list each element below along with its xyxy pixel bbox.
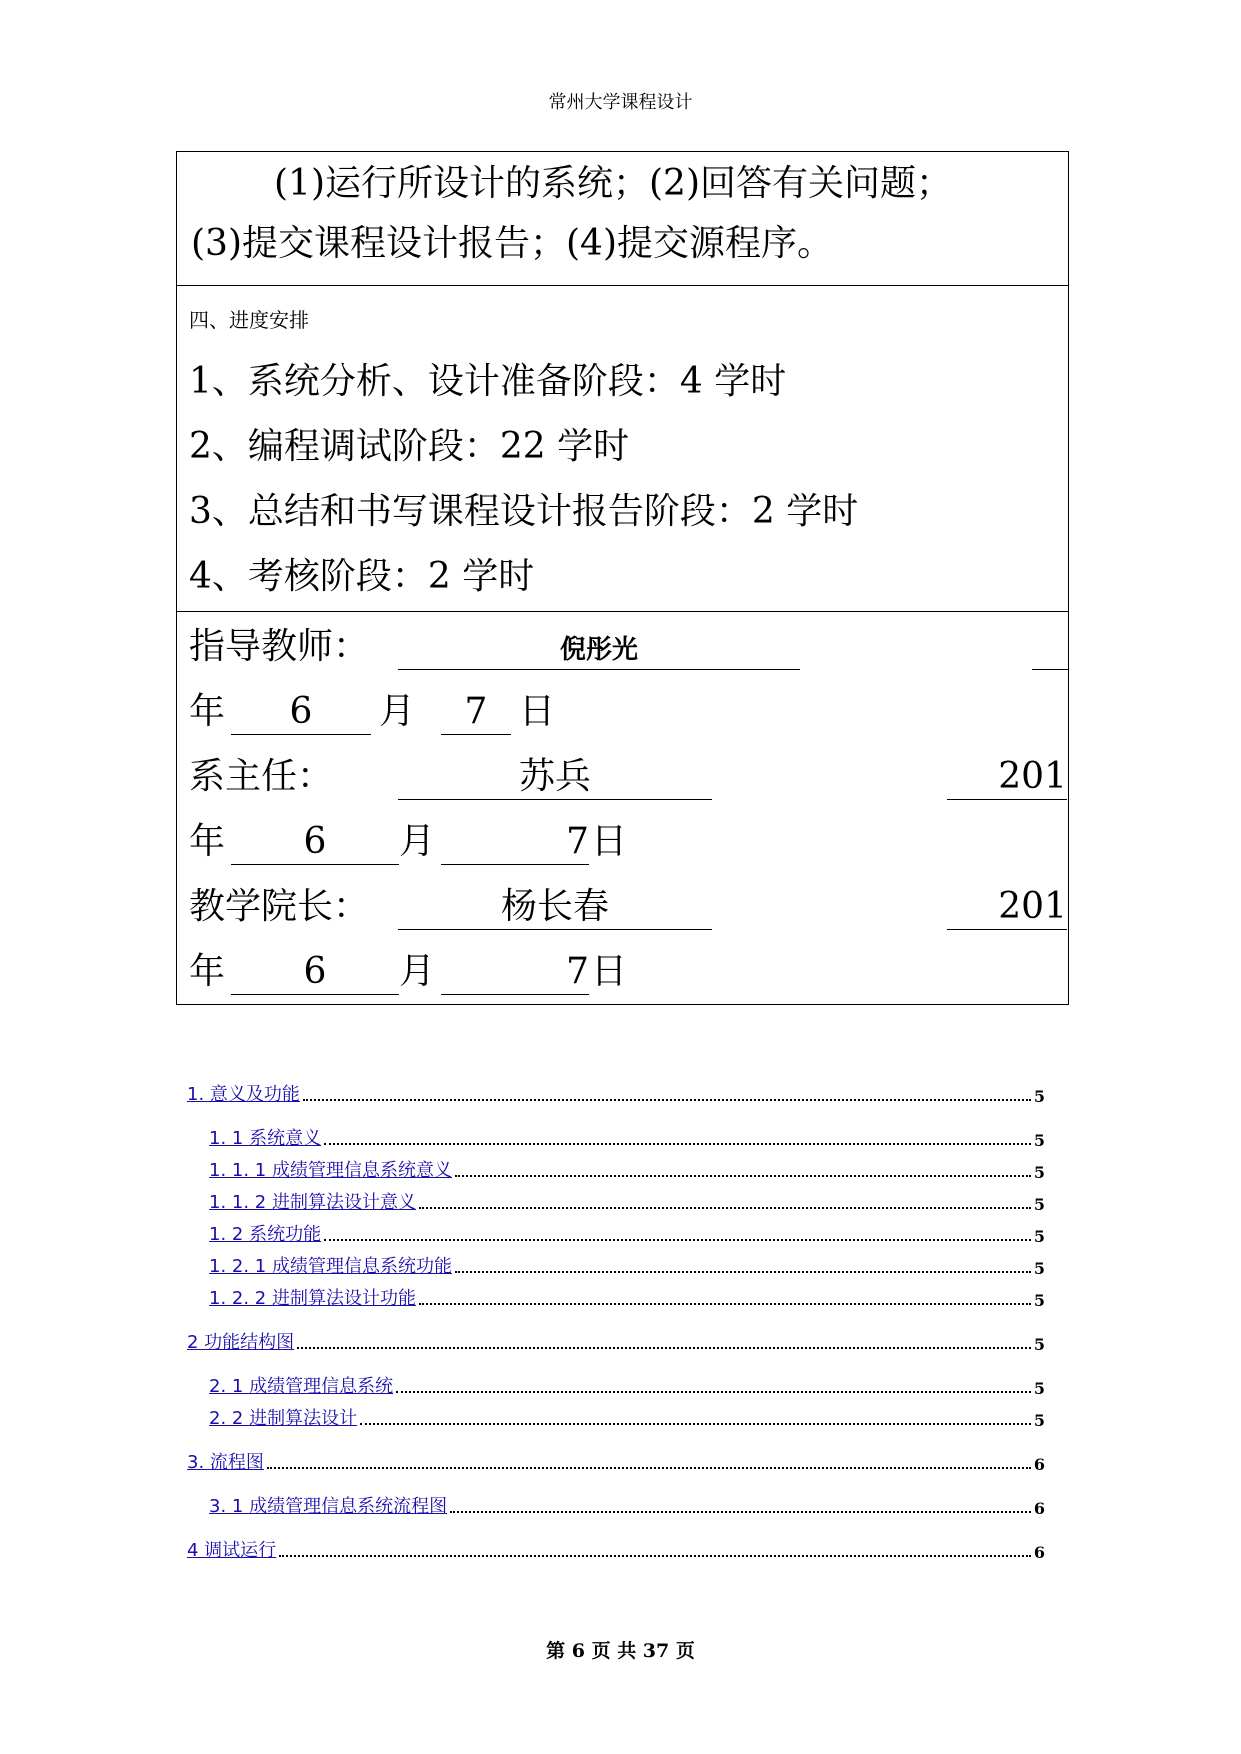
toc-leader-dots xyxy=(396,1390,1031,1393)
toc-leader-dots xyxy=(267,1466,1031,1469)
teacher-year-blank xyxy=(1032,625,1068,670)
toc-leader-dots xyxy=(279,1554,1031,1557)
toc-entry[interactable] xyxy=(209,1156,1045,1182)
schedule-item: 3、总结和书写课程设计报告阶段：2 学时 xyxy=(189,491,859,532)
director-day: 7 xyxy=(441,820,589,865)
schedule-box xyxy=(176,285,1069,612)
toc-page-number: 5 xyxy=(1033,1227,1045,1246)
toc-leader-dots xyxy=(419,1206,1031,1209)
toc-page-number: 5 xyxy=(1033,1411,1045,1430)
director-month: 6 xyxy=(231,820,399,865)
toc-page-number: 6 xyxy=(1033,1543,1045,1562)
toc-link[interactable]: 1. 2 系统功能 xyxy=(209,1224,322,1245)
dean-year-char: 年 xyxy=(189,951,226,992)
toc-link[interactable]: 1. 2. 1 成绩管理信息系统功能 xyxy=(209,1256,452,1277)
teacher-year-char: 年 xyxy=(189,691,226,732)
toc-entry[interactable] xyxy=(209,1124,1045,1150)
toc-link[interactable]: 1. 意义及功能 xyxy=(187,1084,300,1105)
dean-year-prefix: 201 xyxy=(947,885,1067,930)
toc-leader-dots xyxy=(324,1238,1031,1241)
toc-leader-dots xyxy=(360,1422,1031,1425)
toc-page-number: 5 xyxy=(1033,1195,1045,1214)
toc-entry[interactable] xyxy=(187,1448,1045,1474)
toc-leader-dots xyxy=(419,1302,1031,1305)
toc-entry[interactable] xyxy=(187,1536,1045,1562)
requirements-line-1: (1)运行所设计的系统；(2)回答有关问题； xyxy=(274,163,952,204)
director-name: 苏兵 xyxy=(398,755,712,800)
toc-page-number: 5 xyxy=(1033,1291,1045,1310)
schedule-item: 2、编程调试阶段：22 学时 xyxy=(189,426,630,467)
schedule-item: 4、考核阶段：2 学时 xyxy=(189,556,535,597)
toc-entry[interactable] xyxy=(187,1328,1045,1354)
toc-entry[interactable] xyxy=(209,1404,1045,1430)
teacher-day-char: 日 xyxy=(519,691,556,732)
requirements-box xyxy=(176,151,1069,286)
toc-entry[interactable] xyxy=(209,1252,1045,1278)
toc-leader-dots xyxy=(297,1346,1031,1349)
schedule-item: 1、系统分析、设计准备阶段：4 学时 xyxy=(189,361,787,402)
teacher-name: 倪彤光 xyxy=(398,625,800,670)
teacher-day: 7 xyxy=(441,690,511,735)
director-year-prefix: 201 xyxy=(947,755,1067,800)
toc-page-number: 5 xyxy=(1033,1087,1045,1106)
toc-leader-dots xyxy=(455,1270,1031,1273)
toc-leader-dots xyxy=(324,1142,1031,1145)
toc-entry[interactable] xyxy=(209,1284,1045,1310)
dean-label: 教学院长： xyxy=(189,886,370,927)
toc-link[interactable]: 2. 2 进制算法设计 xyxy=(209,1408,358,1429)
toc-link[interactable]: 1. 1. 1 成绩管理信息系统意义 xyxy=(209,1160,452,1181)
director-label: 系主任： xyxy=(189,756,334,797)
teacher-month-char: 月 xyxy=(379,691,416,732)
dean-day-char: 日 xyxy=(591,951,628,992)
toc-page-number: 6 xyxy=(1033,1499,1045,1518)
toc-entry[interactable] xyxy=(209,1220,1045,1246)
toc-page-number: 5 xyxy=(1033,1131,1045,1150)
toc-entry[interactable] xyxy=(209,1492,1045,1518)
page-footer: 第 6 页 共 37 页 xyxy=(546,1640,695,1662)
dean-name: 杨长春 xyxy=(398,885,712,930)
teacher-month: 6 xyxy=(231,690,371,735)
dean-month: 6 xyxy=(231,950,399,995)
toc-page-number: 5 xyxy=(1033,1335,1045,1354)
teacher-label: 指导教师： xyxy=(189,626,370,667)
toc-page-number: 6 xyxy=(1033,1455,1045,1474)
toc-entry[interactable] xyxy=(187,1080,1045,1106)
toc-link[interactable]: 2 功能结构图 xyxy=(187,1332,295,1353)
requirements-line-2: (3)提交课程设计报告；(4)提交源程序。 xyxy=(191,223,833,264)
toc-page-number: 5 xyxy=(1033,1379,1045,1398)
toc-leader-dots xyxy=(450,1510,1031,1513)
director-year-char: 年 xyxy=(189,821,226,862)
dean-day: 7 xyxy=(441,950,589,995)
toc-link[interactable]: 3. 流程图 xyxy=(187,1452,264,1473)
director-month-char: 月 xyxy=(399,821,436,862)
toc-entry[interactable] xyxy=(209,1188,1045,1214)
toc-link[interactable]: 1. 2. 2 进制算法设计功能 xyxy=(209,1288,416,1309)
schedule-heading: 四、进度安排 xyxy=(189,308,309,332)
toc-page-number: 5 xyxy=(1033,1163,1045,1182)
signature-box xyxy=(176,611,1069,1005)
toc-leader-dots xyxy=(455,1174,1031,1177)
toc-link[interactable]: 2. 1 成绩管理信息系统 xyxy=(209,1376,394,1397)
dean-month-char: 月 xyxy=(399,951,436,992)
toc-link[interactable]: 4 调试运行 xyxy=(187,1540,277,1561)
toc-link[interactable]: 1. 1 系统意义 xyxy=(209,1128,322,1149)
director-day-char: 日 xyxy=(591,821,628,862)
toc-leader-dots xyxy=(303,1098,1031,1101)
toc-link[interactable]: 1. 1. 2 进制算法设计意义 xyxy=(209,1192,416,1213)
toc-link[interactable]: 3. 1 成绩管理信息系统流程图 xyxy=(209,1496,448,1517)
page-header: 常州大学课程设计 xyxy=(548,92,693,113)
toc-entry[interactable] xyxy=(209,1372,1045,1398)
toc-page-number: 5 xyxy=(1033,1259,1045,1278)
